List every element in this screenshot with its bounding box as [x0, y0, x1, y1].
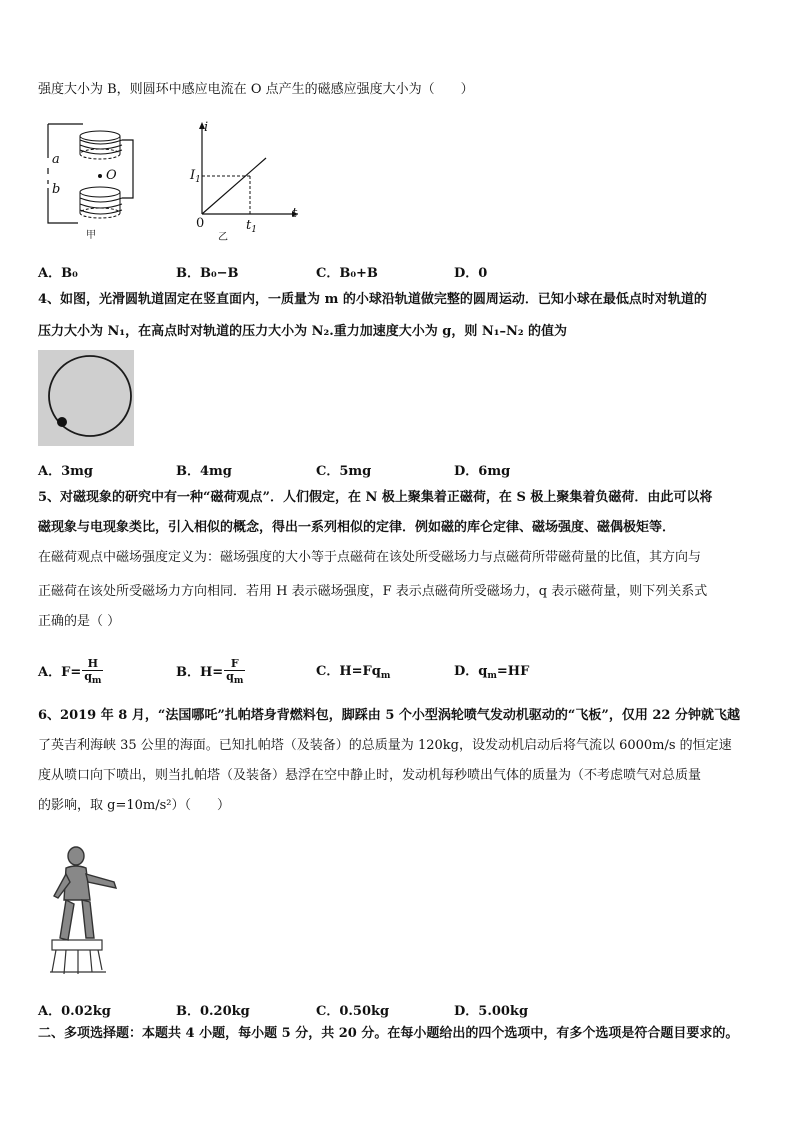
- q6-line-4: 的影响，取 g=10m/s²）（ ）: [38, 798, 230, 813]
- q6-option-d[interactable]: D．5.00kg: [454, 1004, 529, 1019]
- q4-option-b[interactable]: B．4mg: [176, 464, 232, 479]
- q3-option-a[interactable]: A．B₀: [38, 266, 78, 281]
- q6-line-1: 6、2019 年 8 月，“法国哪吒”扎帕塔身背燃料包，脚踩由 5 个小型涡轮喷气发动机驱动的“飞板”，仅用 22 分钟就飞越: [38, 708, 741, 723]
- q4-line-1: 4、如图，光滑圆轨道固定在竖直面内，一质量为 m 的小球沿轨道做完整的圆周运动．已知小球在最低点时对轨道的: [38, 292, 707, 307]
- q3-option-b[interactable]: B．B₀−B: [176, 266, 239, 281]
- q3-option-c[interactable]: C．B₀+B: [316, 266, 378, 281]
- q4-option-a[interactable]: A．3mg: [38, 464, 93, 479]
- q4-option-c[interactable]: C．5mg: [316, 464, 372, 479]
- fig-caption-jia: 甲: [86, 230, 96, 241]
- axis-label-t: t: [292, 206, 298, 221]
- fig-label-o: O: [106, 168, 117, 183]
- section-2-heading: 二、多项选择题：本题共 4 小题，每小题 5 分，共 20 分。在每小题给出的四个选项中，有多个选项是符合题目要求的。: [38, 1026, 739, 1041]
- fig-label-a: a: [52, 152, 60, 167]
- label-origin: 0: [196, 216, 205, 231]
- fig-label-b: b: [52, 182, 61, 197]
- fig-caption-yi: 乙: [218, 232, 228, 243]
- q5-line-2: 磁现象与电现象类比，引入相似的概念，得出一系列相似的定律．例如磁的库仑定律、磁场强度、磁偶极矩等．: [38, 520, 676, 535]
- q6-option-a[interactable]: A．0.02kg: [38, 1004, 111, 1019]
- q5-line-3: 在磁荷观点中磁场强度定义为：磁场强度的大小等于点磁荷在该处所受磁场力与点磁荷所带磁荷量的比值，其方向与: [38, 550, 702, 565]
- q5-line-5: 正确的是（ ）: [38, 614, 121, 629]
- q6-option-c[interactable]: C．0.50kg: [316, 1004, 390, 1019]
- q5-option-d[interactable]: D．$q_m=HF$: [454, 664, 530, 681]
- current-line: [202, 158, 266, 214]
- figure-circular-track: [38, 350, 134, 446]
- axis-label-i: i: [204, 120, 209, 135]
- q3-stem-tail: 强度大小为 B，则圆环中感应电流在 O 点产生的磁感应强度大小为（ ）: [38, 82, 474, 97]
- q5-option-c[interactable]: C．$H=Fq_m$: [316, 664, 391, 681]
- q5-option-b[interactable]: B．H= $\frac{F}{q_m}$: [176, 657, 244, 686]
- label-t1: $t_1$: [246, 218, 257, 235]
- q4-option-d[interactable]: D．6mg: [454, 464, 511, 479]
- q5-line-4: 正磁荷在该处所受磁场力方向相同．若用 H 表示磁场强度，F 表示点磁荷所受磁场力，q 表示磁荷量，则下列关系式: [38, 584, 708, 599]
- figure-flyboard-rider: [42, 842, 126, 980]
- q6-line-3: 度从喷口向下喷出，则当扎帕塔（及装备）悬浮在空中静止时，发动机每秒喷出气体的质量为（不考虑喷气对总质量: [38, 768, 702, 783]
- q4-line-2: 压力大小为 N₁，在高点时对轨道的压力大小为 N₂.重力加速度大小为 g，则 N₁–N₂ 的值为: [38, 324, 568, 339]
- label-I1: $I_1$: [190, 168, 201, 185]
- q6-option-b[interactable]: B．0.20kg: [176, 1004, 250, 1019]
- q5-line-1: 5、对磁现象的研究中有一种“磁荷观点”．人们假定，在 N 极上聚集着正磁荷，在 S 极上聚集着负磁荷．由此可以将: [38, 490, 713, 505]
- q6-line-2: 了英吉利海峡 35 公里的海面。已知扎帕塔（及装备）的总质量为 120kg，设发动机启动后将气流以 6000m/s 的恒定速: [38, 738, 732, 753]
- q3-option-d[interactable]: D．0: [454, 266, 488, 281]
- figure-coils: [38, 118, 148, 243]
- q5-option-a[interactable]: A．F= $\frac{H}{q_m}$: [38, 657, 102, 686]
